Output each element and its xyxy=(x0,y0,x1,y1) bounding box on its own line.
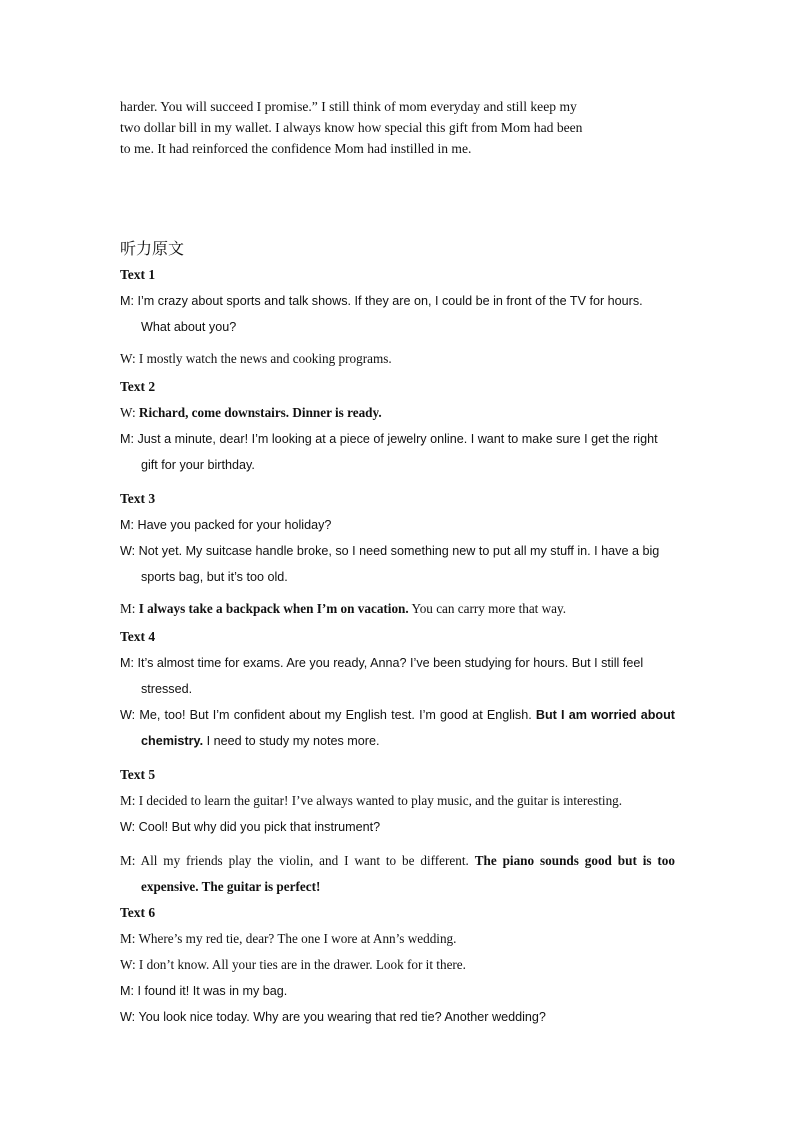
line-text: You can carry more that way. xyxy=(408,601,567,616)
text-block-4 xyxy=(120,628,675,754)
intro-line: harder. You will succeed I promise.” I still think of mom everyday and still keep my xyxy=(120,99,577,114)
speaker-label: W: xyxy=(120,405,136,420)
line-text: Not yet. My suitcase handle broke, so I need something new to put all my stuff in. I have a big sports bag, but it’s too old. xyxy=(138,544,660,584)
speaker-label: M: xyxy=(120,793,136,808)
line-text: All my friends play the violin, and I want to be different. xyxy=(140,853,475,868)
speaker-label: W: xyxy=(120,351,136,366)
text-block-1 xyxy=(120,266,675,372)
line-text: I’m crazy about sports and talk shows. If they are on, I could be in front of the TV for hours. What about you? xyxy=(137,294,643,334)
line-text: I don’t know. All your ties are in the drawer. Look for it there. xyxy=(138,957,466,972)
line-text: I need to study my notes more. xyxy=(203,734,380,748)
line-text: I decided to learn the guitar! I’ve always wanted to play music, and the guitar is interesting. xyxy=(138,793,623,808)
text-title: Text 1 xyxy=(120,267,156,282)
text-title: Text 2 xyxy=(120,379,156,394)
text-title: Text 4 xyxy=(120,629,156,644)
speaker-label: M: xyxy=(120,853,136,868)
dialogue-line xyxy=(120,288,675,340)
speaker-label: M: xyxy=(120,518,134,532)
dialogue-line xyxy=(120,952,675,978)
text-title: Text 3 xyxy=(120,491,156,506)
speaker-label: W: xyxy=(120,957,136,972)
speaker-label: M: xyxy=(120,294,134,308)
line-text: You look nice today. Why are you wearing that red tie? Another wedding? xyxy=(138,1010,546,1024)
dialogue-line xyxy=(120,400,675,426)
dialogue-line xyxy=(120,426,675,478)
speaker-label: W: xyxy=(120,1010,136,1024)
line-text-bold: I always take a backpack when I’m on vacation. xyxy=(138,601,409,616)
line-text: I found it! It was in my bag. xyxy=(137,984,288,998)
intro-paragraph xyxy=(120,96,675,159)
text-block-6 xyxy=(120,904,675,1030)
speaker-label: M: xyxy=(120,984,134,998)
dialogue-line xyxy=(120,346,675,372)
line-text: I mostly watch the news and cooking programs. xyxy=(138,351,392,366)
dialogue-line xyxy=(120,926,675,952)
line-text: Have you packed for your holiday? xyxy=(137,518,332,532)
line-text: Where’s my red tie, dear? The one I wore at Ann’s wedding. xyxy=(138,931,457,946)
intro-line: to me. It had reinforced the confidence Mom had instilled in me. xyxy=(120,141,472,156)
dialogue-line xyxy=(120,512,675,538)
text-block-5 xyxy=(120,766,675,900)
section-heading: 听力原文 xyxy=(120,239,185,258)
dialogue-line xyxy=(120,978,675,1004)
text-block-3 xyxy=(120,490,675,622)
speaker-label: M: xyxy=(120,432,134,446)
line-text: Cool! But why did you pick that instrument? xyxy=(138,820,381,834)
dialogue-line xyxy=(120,848,675,900)
text-title: Text 5 xyxy=(120,767,156,782)
line-text-bold: The piano sounds good but is too expensive. The guitar is perfect! xyxy=(141,853,675,894)
text-title: Text 6 xyxy=(120,905,156,920)
speaker-label: W: xyxy=(120,708,136,722)
line-text: It’s almost time for exams. Are you ready, Anna? I’ve been studying for hours. But I still feel stressed. xyxy=(137,656,644,696)
dialogue-line xyxy=(120,1004,675,1030)
dialogue-line xyxy=(120,814,675,840)
dialogue-line xyxy=(120,596,675,622)
dialogue-line xyxy=(120,788,675,814)
speaker-label: W: xyxy=(120,820,136,834)
dialogue-line xyxy=(120,702,675,754)
dialogue-line xyxy=(120,650,675,702)
line-text: Me, too! But I’m confident about my English test. I’m good at English. xyxy=(139,708,536,722)
speaker-label: M: xyxy=(120,601,136,616)
speaker-label: M: xyxy=(120,656,134,670)
line-text-bold: Richard, come downstairs. Dinner is ready. xyxy=(138,405,382,420)
line-text-bold: But I am worried about chemistry. xyxy=(141,708,675,748)
line-text: Just a minute, dear! I’m looking at a piece of jewelry online. I want to make sure I get the right gift for your birthday. xyxy=(137,432,658,472)
text-block-2 xyxy=(120,378,675,478)
speaker-label: M: xyxy=(120,931,136,946)
speaker-label: W: xyxy=(120,544,136,558)
intro-line: two dollar bill in my wallet. I always know how special this gift from Mom had been xyxy=(120,120,583,135)
dialogue-line xyxy=(120,538,675,590)
